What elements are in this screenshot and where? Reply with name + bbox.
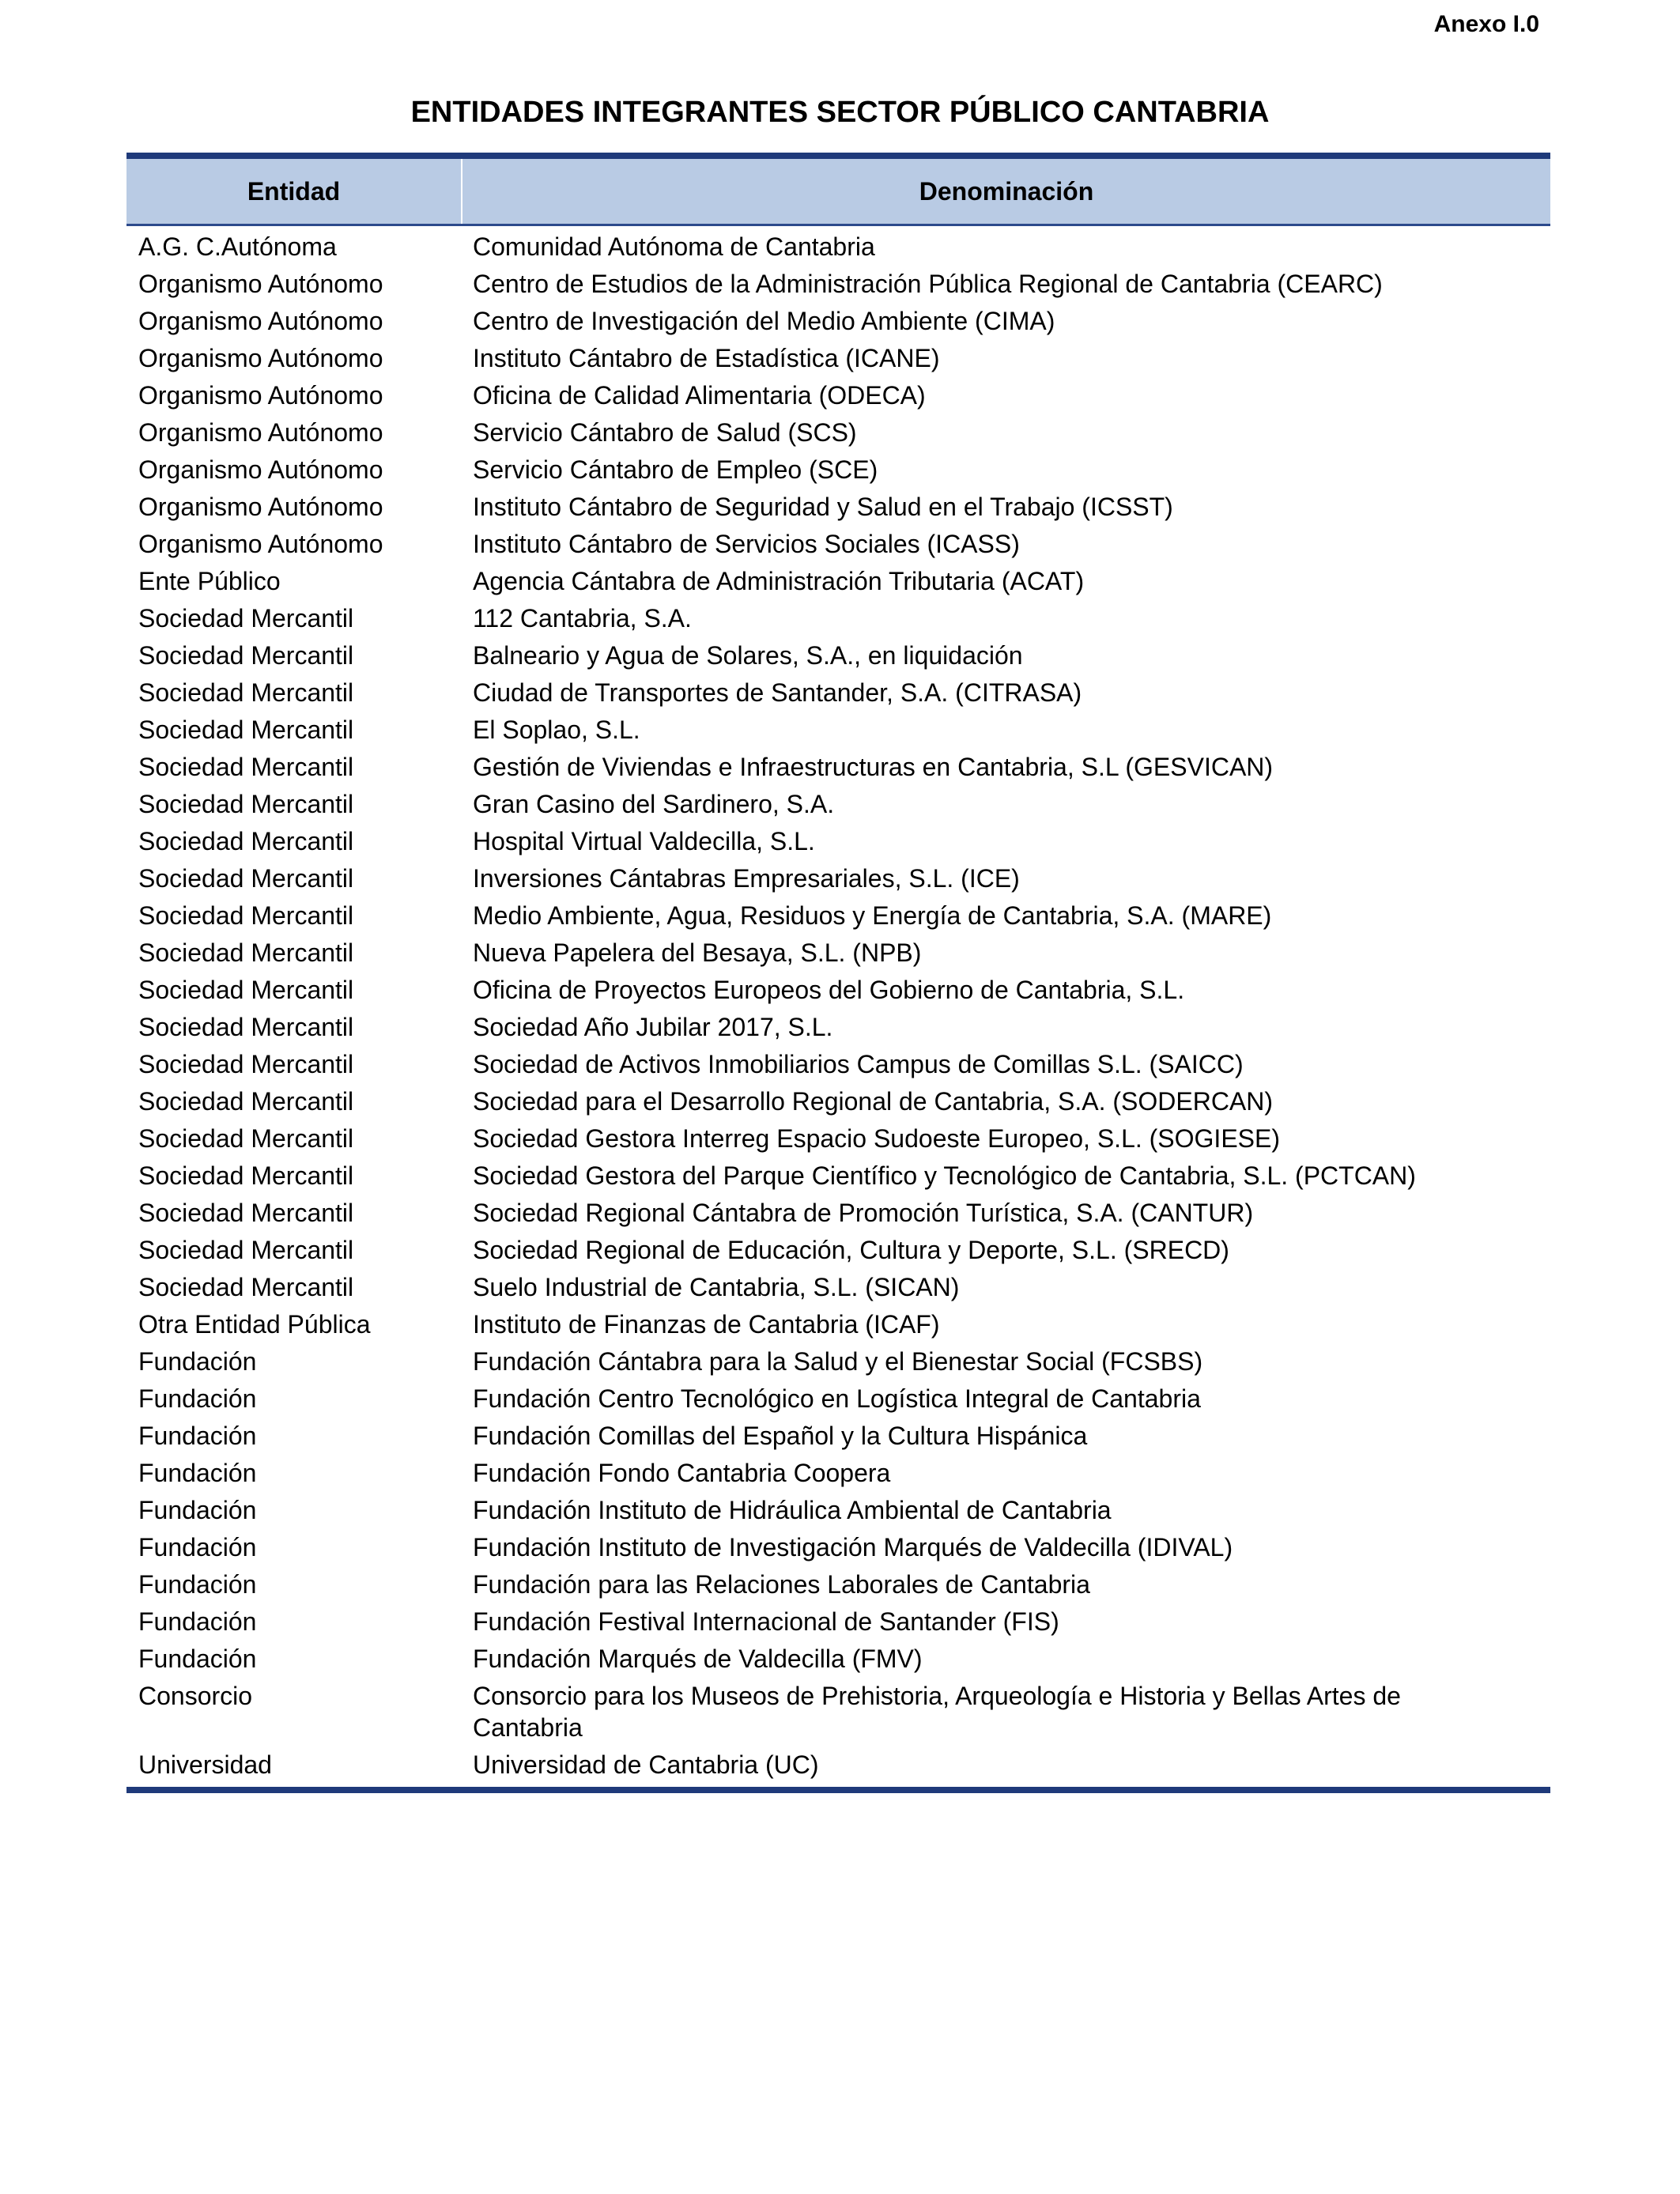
cell-denominacion: Comunidad Autónoma de Cantabria <box>473 232 875 261</box>
table-row <box>126 1083 1550 1120</box>
cell-entidad: Sociedad Mercantil <box>138 641 354 670</box>
cell-denominacion: Fundación Festival Internacional de Santander (FIS) <box>473 1607 1059 1636</box>
table-row <box>126 1046 1550 1083</box>
cell-entidad: Sociedad Mercantil <box>138 790 354 818</box>
table-row <box>126 786 1550 823</box>
cell-entidad: Sociedad Mercantil <box>138 1273 354 1301</box>
cell-denominacion: Fundación Instituto de Hidráulica Ambiental de Cantabria <box>473 1496 1112 1524</box>
table-row <box>126 340 1550 377</box>
cell-entidad: Fundación <box>138 1459 257 1487</box>
cell-entidad: Sociedad Mercantil <box>138 1050 354 1078</box>
cell-denominacion: Sociedad Gestora Interreg Espacio Sudoeste Europeo, S.L. (SOGIESE) <box>473 1124 1280 1153</box>
cell-entidad: Fundación <box>138 1496 257 1524</box>
cell-denominacion: Suelo Industrial de Cantabria, S.L. (SICAN) <box>473 1273 960 1301</box>
table-row <box>126 1120 1550 1157</box>
cell-entidad: Organismo Autónomo <box>138 493 383 521</box>
table-row <box>126 860 1550 897</box>
table-header-row <box>126 156 1550 225</box>
table-row <box>126 1747 1550 1790</box>
table-row <box>126 1157 1550 1195</box>
entities-table <box>126 153 1550 1793</box>
table-row <box>126 823 1550 860</box>
page-title: ENTIDADES INTEGRANTES SECTOR PÚBLICO CANTABRIA <box>410 96 1270 129</box>
cell-entidad: Sociedad Mercantil <box>138 1087 354 1116</box>
column-header-entidad: Entidad <box>126 156 462 225</box>
cell-entidad: Universidad <box>138 1750 272 1779</box>
cell-denominacion: 112 Cantabria, S.A. <box>473 604 692 633</box>
cell-denominacion: Fundación Centro Tecnológico en Logística Integral de Cantabria <box>473 1384 1201 1413</box>
cell-entidad: Sociedad Mercantil <box>138 1013 354 1041</box>
cell-entidad: Consorcio <box>138 1682 253 1710</box>
table-row <box>126 1529 1550 1566</box>
cell-entidad: Sociedad Mercantil <box>138 678 354 707</box>
cell-entidad: Sociedad Mercantil <box>138 827 354 855</box>
cell-denominacion: Fundación Fondo Cantabria Coopera <box>473 1459 891 1487</box>
cell-entidad: Sociedad Mercantil <box>138 1236 354 1264</box>
cell-denominacion: Sociedad de Activos Inmobiliarios Campus de Comillas S.L. (SAICC) <box>473 1050 1244 1078</box>
cell-denominacion: Fundación para las Relaciones Laborales de Cantabria <box>473 1570 1090 1599</box>
table-row <box>126 1566 1550 1603</box>
cell-denominacion: Instituto Cántabro de Seguridad y Salud en el Trabajo (ICSST) <box>473 493 1173 521</box>
table-row <box>126 1678 1550 1747</box>
cell-denominacion: Balneario y Agua de Solares, S.A., en liquidación <box>473 641 1023 670</box>
cell-entidad: Fundación <box>138 1645 257 1673</box>
cell-denominacion: Sociedad Regional de Educación, Cultura y Deporte, S.L. (SRECD) <box>473 1236 1229 1264</box>
cell-denominacion: Servicio Cántabro de Salud (SCS) <box>473 418 857 447</box>
table-row <box>126 749 1550 786</box>
table-row <box>126 526 1550 563</box>
table-row <box>126 935 1550 972</box>
cell-denominacion: Instituto Cántabro de Estadística (ICANE) <box>473 344 940 372</box>
cell-denominacion: Fundación Instituto de Investigación Marqués de Valdecilla (IDIVAL) <box>473 1533 1233 1561</box>
table-row <box>126 563 1550 600</box>
table-row <box>126 1269 1550 1306</box>
column-header-denominacion: Denominación <box>462 156 1550 225</box>
table-row <box>126 451 1550 489</box>
cell-denominacion: Fundación Marqués de Valdecilla (FMV) <box>473 1645 923 1673</box>
table-row <box>126 972 1550 1009</box>
cell-denominacion: Ciudad de Transportes de Santander, S.A. (CITRASA) <box>473 678 1082 707</box>
table-header <box>126 156 1550 225</box>
table-row <box>126 1343 1550 1380</box>
table-row <box>126 1380 1550 1418</box>
cell-entidad: Sociedad Mercantil <box>138 1124 354 1153</box>
cell-entidad: Organismo Autónomo <box>138 270 383 298</box>
entities-table-container <box>126 153 1550 1793</box>
cell-denominacion: Sociedad Regional Cántabra de Promoción Turística, S.A. (CANTUR) <box>473 1199 1254 1227</box>
table-row <box>126 1603 1550 1641</box>
cell-entidad: Sociedad Mercantil <box>138 716 354 744</box>
table-row <box>126 1306 1550 1343</box>
cell-denominacion: Sociedad Año Jubilar 2017, S.L. <box>473 1013 833 1041</box>
cell-entidad: Sociedad Mercantil <box>138 1161 354 1190</box>
table-row <box>126 1455 1550 1492</box>
cell-entidad: Otra Entidad Pública <box>138 1310 371 1339</box>
table-row <box>126 600 1550 637</box>
table-row <box>126 712 1550 749</box>
cell-entidad: Sociedad Mercantil <box>138 1199 354 1227</box>
table-row <box>126 225 1550 266</box>
cell-denominacion: Oficina de Proyectos Europeos del Gobierno de Cantabria, S.L. <box>473 976 1185 1004</box>
cell-denominacion: Sociedad Gestora del Parque Científico y Tecnológico de Cantabria, S.L. (PCTCAN) <box>473 1161 1416 1190</box>
table-row <box>126 414 1550 451</box>
cell-entidad: Organismo Autónomo <box>138 344 383 372</box>
cell-denominacion: Instituto Cántabro de Servicios Sociales (ICASS) <box>473 530 1020 558</box>
cell-entidad: Sociedad Mercantil <box>138 976 354 1004</box>
cell-entidad: Fundación <box>138 1607 257 1636</box>
cell-entidad: Fundación <box>138 1533 257 1561</box>
table-row <box>126 266 1550 303</box>
cell-denominacion: Hospital Virtual Valdecilla, S.L. <box>473 827 815 855</box>
annex-label: Anexo I.0 <box>1433 11 1539 37</box>
cell-entidad: Ente Público <box>138 567 281 595</box>
cell-entidad: Fundación <box>138 1570 257 1599</box>
table-row <box>126 1641 1550 1678</box>
cell-entidad: Organismo Autónomo <box>138 530 383 558</box>
cell-denominacion: Gestión de Viviendas e Infraestructuras en Cantabria, S.L (GESVICAN) <box>473 753 1274 781</box>
cell-denominacion: Sociedad para el Desarrollo Regional de Cantabria, S.A. (SODERCAN) <box>473 1087 1274 1116</box>
table-row <box>126 674 1550 712</box>
cell-denominacion: Centro de Estudios de la Administración Pública Regional de Cantabria (CEARC) <box>473 270 1383 298</box>
cell-denominacion: Nueva Papelera del Besaya, S.L. (NPB) <box>473 938 922 967</box>
cell-denominacion: Consorcio para los Museos de Prehistoria, Arqueología e Historia y Bellas Artes de Cantabria <box>473 1682 1401 1742</box>
cell-entidad: Sociedad Mercantil <box>138 901 354 930</box>
cell-entidad: Sociedad Mercantil <box>138 938 354 967</box>
cell-entidad: Organismo Autónomo <box>138 381 383 410</box>
cell-entidad: Sociedad Mercantil <box>138 864 354 893</box>
cell-denominacion: Inversiones Cántabras Empresariales, S.L. (ICE) <box>473 864 1020 893</box>
cell-denominacion: Fundación Comillas del Español y la Cultura Hispánica <box>473 1422 1088 1450</box>
cell-entidad: Fundación <box>138 1347 257 1376</box>
cell-denominacion: Universidad de Cantabria (UC) <box>473 1750 819 1779</box>
table-row <box>126 1195 1550 1232</box>
cell-entidad: Fundación <box>138 1384 257 1413</box>
cell-denominacion: Servicio Cántabro de Empleo (SCE) <box>473 455 878 484</box>
cell-entidad: Fundación <box>138 1422 257 1450</box>
cell-entidad: Organismo Autónomo <box>138 455 383 484</box>
table-row <box>126 1232 1550 1269</box>
table-row <box>126 303 1550 340</box>
cell-denominacion: Medio Ambiente, Agua, Residuos y Energía de Cantabria, S.A. (MARE) <box>473 901 1272 930</box>
table-row <box>126 1009 1550 1046</box>
cell-denominacion: Fundación Cántabra para la Salud y el Bienestar Social (FCSBS) <box>473 1347 1203 1376</box>
cell-entidad: Organismo Autónomo <box>138 418 383 447</box>
table-row <box>126 897 1550 935</box>
cell-denominacion: Centro de Investigación del Medio Ambiente (CIMA) <box>473 307 1055 335</box>
table-row <box>126 1418 1550 1455</box>
table-row <box>126 1492 1550 1529</box>
table-row <box>126 377 1550 414</box>
table-row <box>126 489 1550 526</box>
table-row <box>126 637 1550 674</box>
cell-denominacion: Instituto de Finanzas de Cantabria (ICAF) <box>473 1310 940 1339</box>
cell-denominacion: Gran Casino del Sardinero, S.A. <box>473 790 835 818</box>
cell-entidad: A.G. C.Autónoma <box>138 232 337 261</box>
cell-entidad: Organismo Autónomo <box>138 307 383 335</box>
cell-denominacion: Agencia Cántabra de Administración Tributaria (ACAT) <box>473 567 1085 595</box>
cell-entidad: Sociedad Mercantil <box>138 753 354 781</box>
cell-entidad: Sociedad Mercantil <box>138 604 354 633</box>
cell-denominacion: El Soplao, S.L. <box>473 716 640 744</box>
table-body <box>126 225 1550 1791</box>
cell-denominacion: Oficina de Calidad Alimentaria (ODECA) <box>473 381 926 410</box>
